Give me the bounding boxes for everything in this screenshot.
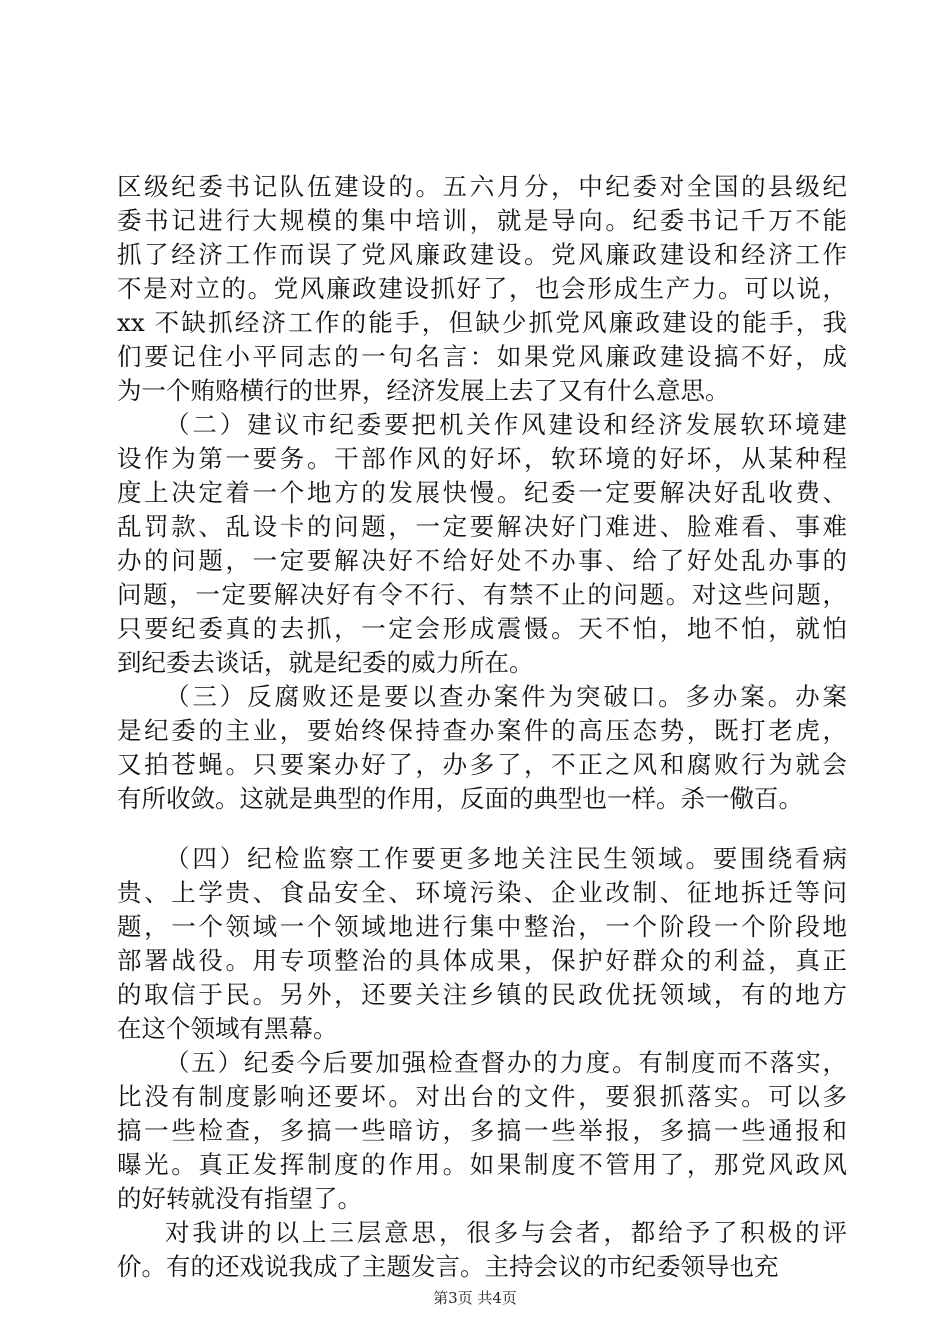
text-line: 是纪委的主业，要始终保持查办案件的高压态势，既打老虎， bbox=[117, 716, 847, 745]
text-line: 不是对立的。党风廉政建设抓好了，也会形成生产力。可以说， bbox=[117, 274, 847, 303]
paragraph bbox=[117, 680, 847, 816]
text-line: 搞一些检查，多搞一些暗访，多搞一些举报，多搞一些通报和 bbox=[117, 1116, 847, 1145]
text-line: 题，一个领域一个领域地进行集中整治，一个阶段一个阶段地 bbox=[117, 912, 847, 941]
paragraph bbox=[117, 1046, 847, 1216]
text-line: 对我讲的以上三层意思，很多与会者，都给予了积极的评 bbox=[165, 1218, 847, 1247]
text-line: 到纪委去谈话，就是纪委的威力所在。 bbox=[117, 648, 534, 677]
text-line: 为一个贿赂横行的世界，经济发展上去了又有什么意思。 bbox=[117, 376, 730, 405]
text-line: 贵、上学贵、食品安全、环境污染、企业改制、征地拆迁等问 bbox=[117, 878, 847, 907]
text-line: 设作为第一要务。干部作风的好坏，软环境的好坏，从某种程 bbox=[117, 444, 847, 473]
text-line: （四）纪检监察工作要更多地关注民生领域。要围绕看病 bbox=[165, 844, 847, 873]
text-line: 办的问题，一定要解决好不给好处不办事、给了好处乱办事的 bbox=[117, 546, 847, 575]
text-line: 只要纪委真的去抓，一定会形成震慑。天不怕，地不怕，就怕 bbox=[117, 614, 847, 643]
text-line: 的取信于民。另外，还要关注乡镇的民政优抚领域，有的地方 bbox=[117, 980, 847, 1009]
text-line: 委书记进行大规模的集中培训，就是导向。纪委书记千万不能 bbox=[117, 206, 847, 235]
page-footer: 第3页 共4页 bbox=[433, 1289, 517, 1307]
text-line: xx 不缺抓经济工作的能手，但缺少抓党风廉政建设的能手，我 bbox=[117, 308, 847, 337]
paragraph bbox=[117, 1216, 847, 1284]
text-line: 曝光。真正发挥制度的作用。如果制度不管用了，那党风政风 bbox=[117, 1150, 847, 1179]
text-line: 乱罚款、乱设卡的问题，一定要解决好门难进、脸难看、事难 bbox=[117, 512, 847, 541]
text-line: 抓了经济工作而误了党风廉政建设。党风廉政建设和经济工作 bbox=[117, 240, 847, 269]
text-line: 问题，一定要解决好有令不行、有禁不止的问题。对这些问题， bbox=[117, 580, 847, 609]
paragraph bbox=[117, 408, 847, 680]
text-line: 区级纪委书记队伍建设的。五六月分，中纪委对全国的县级纪 bbox=[117, 172, 847, 201]
paragraph-gap bbox=[117, 816, 847, 842]
paragraph bbox=[117, 842, 847, 1046]
text-line: 又拍苍蝇。只要案办好了，办多了，不正之风和腐败行为就会 bbox=[117, 750, 847, 779]
document-body bbox=[117, 170, 847, 1284]
text-line: 在这个领域有黑幕。 bbox=[117, 1014, 338, 1043]
text-line: 价。有的还戏说我成了主题发言。主持会议的市纪委领导也充 bbox=[117, 1252, 779, 1281]
text-line: 有所收敛。这就是典型的作用，反面的典型也一样。杀一儆百。 bbox=[117, 784, 803, 813]
text-line: （五）纪委今后要加强检查督办的力度。有制度而不落实， bbox=[165, 1048, 847, 1077]
paragraph bbox=[117, 170, 847, 408]
text-line: 比没有制度影响还要坏。对出台的文件，要狠抓落实。可以多 bbox=[117, 1082, 847, 1111]
text-line: 们要记住小平同志的一句名言：如果党风廉政建设搞不好，成 bbox=[117, 342, 847, 371]
text-line: 的好转就没有指望了。 bbox=[117, 1184, 362, 1213]
text-line: （三）反腐败还是要以查办案件为突破口。多办案。办案 bbox=[165, 682, 847, 711]
text-line: （二）建议市纪委要把机关作风建设和经济发展软环境建 bbox=[165, 410, 847, 439]
text-line: 度上决定着一个地方的发展快慢。纪委一定要解决好乱收费、 bbox=[117, 478, 847, 507]
text-line: 部署战役。用专项整治的具体成果，保护好群众的利益，真正 bbox=[117, 946, 847, 975]
